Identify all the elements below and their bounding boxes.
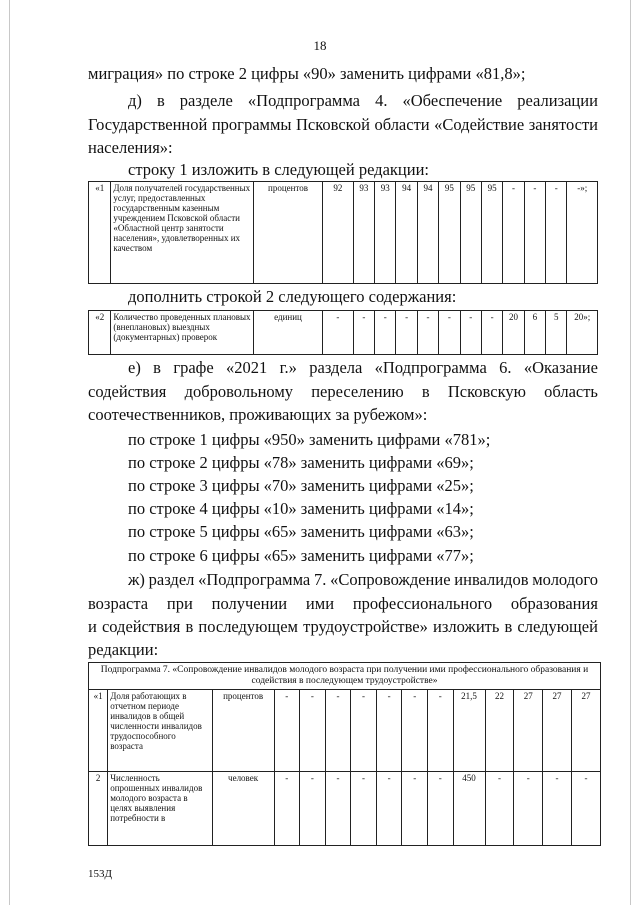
- word: в: [153, 358, 161, 377]
- replace-line-5: по строке 5 цифры «65» заменить цифрами «63»;: [128, 522, 474, 541]
- word: разделе: [179, 91, 233, 110]
- text-line-18: [88, 617, 598, 637]
- value-cell: 92: [323, 182, 354, 284]
- word: область: [544, 382, 598, 401]
- value-cell: -: [485, 772, 514, 846]
- word: графе: [173, 358, 214, 377]
- value-cell: 95: [481, 182, 502, 284]
- word: и: [88, 617, 97, 636]
- value-cell: -: [460, 311, 481, 355]
- value-cell: -: [300, 772, 326, 846]
- word: е): [128, 358, 141, 377]
- word: переселению: [311, 382, 404, 401]
- row-number: «1: [89, 182, 111, 284]
- value-cell: -: [274, 772, 300, 846]
- indicator-name: Численность опрошенных инвалидов молодого возраста в целях выявления потребности в: [108, 772, 212, 846]
- text-line-zh: [128, 570, 598, 590]
- word: ж): [128, 570, 145, 589]
- word: «Сопровождение: [330, 570, 451, 589]
- word: занятости: [528, 115, 598, 134]
- word: возраста: [88, 594, 149, 613]
- text-line-4: населения»:: [88, 138, 173, 157]
- word: «Содействие: [434, 115, 525, 134]
- value-cell: 20: [503, 311, 524, 355]
- value-cell: 6: [524, 311, 545, 355]
- value-cell: -: [323, 311, 354, 355]
- word: «Подпрограмма: [198, 570, 311, 589]
- row-number: «2: [89, 311, 111, 355]
- value-cell: -: [376, 772, 402, 846]
- unit: единиц: [253, 311, 322, 355]
- replace-line-3: по строке 3 цифры «70» заменить цифрами «25»;: [128, 476, 474, 495]
- value-cell: -: [514, 772, 543, 846]
- value-cell: 95: [439, 182, 460, 284]
- word: 7.: [313, 570, 327, 589]
- row-number: «1: [89, 690, 108, 772]
- footer-code: 153Д: [88, 868, 113, 880]
- value-cell: 5: [546, 311, 567, 355]
- value-cell: -: [439, 311, 460, 355]
- value-cell: -: [351, 690, 377, 772]
- value-cell: -: [524, 182, 545, 284]
- word: раздел: [148, 570, 195, 589]
- word: реализации: [517, 91, 598, 110]
- value-cell: 94: [396, 182, 417, 284]
- value-cell: 27: [571, 690, 600, 772]
- word: инвалидов: [454, 570, 529, 589]
- text-line-19: редакции:: [88, 640, 159, 659]
- text-line-3: [88, 115, 598, 135]
- value-cell: 27: [543, 690, 572, 772]
- text-line-9: соотечественников, проживающих за рубежом»:: [88, 405, 428, 424]
- text-line-6: дополнить строкой 2 следующего содержания:: [128, 287, 457, 306]
- text-line-1: миграция» по строке 2 цифры «90» заменить цифрами «81,8»;: [88, 64, 526, 83]
- text-line-e: [128, 358, 598, 378]
- row-number: 2: [89, 772, 108, 846]
- word: последующем: [198, 617, 298, 636]
- indicator-name: Количество проведенных плановых (внеплановых) выездных (документарных) проверок: [111, 311, 254, 355]
- scan-edge-right: [630, 0, 631, 905]
- unit: человек: [212, 772, 274, 846]
- value-cell: 20»;: [567, 311, 598, 355]
- value-cell: -: [375, 311, 396, 355]
- text-line-8: [88, 382, 598, 402]
- unit: процентов: [253, 182, 322, 284]
- replace-line-4: по строке 4 цифры «10» заменить цифрами «14»;: [128, 499, 474, 518]
- table-row: [89, 690, 601, 772]
- word: г.»: [279, 358, 297, 377]
- value-cell: -: [427, 772, 453, 846]
- subprogram-7-table: [88, 662, 601, 846]
- word: образования: [510, 594, 598, 613]
- word: в: [156, 91, 165, 110]
- word: «Подпрограмма: [247, 91, 361, 110]
- word: ими: [305, 594, 335, 613]
- value-cell: 93: [353, 182, 374, 284]
- word: «Подпрограмма: [374, 358, 487, 377]
- value-cell: -»;: [567, 182, 598, 284]
- value-cell: -: [274, 690, 300, 772]
- text-line-17: [88, 594, 598, 614]
- value-cell: -: [300, 690, 326, 772]
- word: добровольному: [184, 382, 294, 401]
- word: программы: [211, 115, 292, 134]
- value-cell: 22: [485, 690, 514, 772]
- value-cell: -: [546, 182, 567, 284]
- replace-line-1: по строке 1 цифры «950» заменить цифрами «781»;: [128, 430, 491, 449]
- word: в: [185, 617, 194, 636]
- word: следующей: [517, 617, 598, 636]
- word: раздела: [309, 358, 363, 377]
- word: области: [374, 115, 430, 134]
- value-cell: 95: [460, 182, 481, 284]
- value-cell: 27: [514, 690, 543, 772]
- text-line-d: [128, 91, 598, 111]
- value-cell: -: [351, 772, 377, 846]
- value-cell: -: [481, 311, 502, 355]
- word: Псковской: [296, 115, 370, 134]
- scan-edge-left: [9, 0, 10, 905]
- value-cell: -: [396, 311, 417, 355]
- word: трудоустройстве»: [303, 617, 428, 636]
- subprogram-header: Подпрограмма 7. «Сопровождение инвалидов молодого возраста при получении ими профессионального образования и содействия в последующем трудоустройстве»: [89, 663, 601, 690]
- value-cell: -: [417, 311, 438, 355]
- value-cell: -: [543, 772, 572, 846]
- word: профессионального: [352, 594, 493, 613]
- word: 6.: [499, 358, 512, 377]
- replace-line-6: по строке 6 цифры «65» заменить цифрами «77»;: [128, 546, 474, 565]
- word: Псковскую: [447, 382, 526, 401]
- value-cell: -: [325, 690, 351, 772]
- word: 4.: [375, 91, 388, 110]
- table-row-2: [88, 310, 598, 355]
- indicator-name: Доля получателей государственных услуг, предоставленных государственным казенным учреждением Псковской области «Областной центр занятости населения», удовлетворенных их качеством: [111, 182, 254, 284]
- value-cell: 450: [453, 772, 485, 846]
- value-cell: -: [402, 690, 428, 772]
- value-cell: -: [427, 690, 453, 772]
- indicator-name: Доля работающих в отчетном периоде инвалидов в общей численности инвалидов трудоспособного возраста: [108, 690, 212, 772]
- word: изложить: [433, 617, 500, 636]
- value-cell: -: [571, 772, 600, 846]
- table-row: [89, 772, 601, 846]
- value-cell: 94: [417, 182, 438, 284]
- text-line-5: строку 1 изложить в следующей редакции:: [128, 160, 429, 179]
- word: Государственной: [88, 115, 208, 134]
- value-cell: -: [353, 311, 374, 355]
- word: «2021: [226, 358, 268, 377]
- replace-line-2: по строке 2 цифры «78» заменить цифрами «69»;: [128, 453, 474, 472]
- table-row-1: [88, 181, 598, 284]
- word: в: [504, 617, 513, 636]
- word: при: [166, 594, 193, 613]
- word: содействия: [88, 382, 167, 401]
- word: «Оказание: [523, 358, 598, 377]
- unit: процентов: [212, 690, 274, 772]
- value-cell: -: [402, 772, 428, 846]
- word: в: [421, 382, 430, 401]
- word: молодого: [532, 570, 598, 589]
- value-cell: 21,5: [453, 690, 485, 772]
- page-number: 18: [313, 38, 327, 53]
- word: содействия: [101, 617, 181, 636]
- word: «Обеспечение: [402, 91, 503, 110]
- value-cell: -: [376, 690, 402, 772]
- word: д): [128, 91, 142, 110]
- value-cell: -: [325, 772, 351, 846]
- value-cell: 93: [375, 182, 396, 284]
- value-cell: -: [503, 182, 524, 284]
- word: получении: [211, 594, 288, 613]
